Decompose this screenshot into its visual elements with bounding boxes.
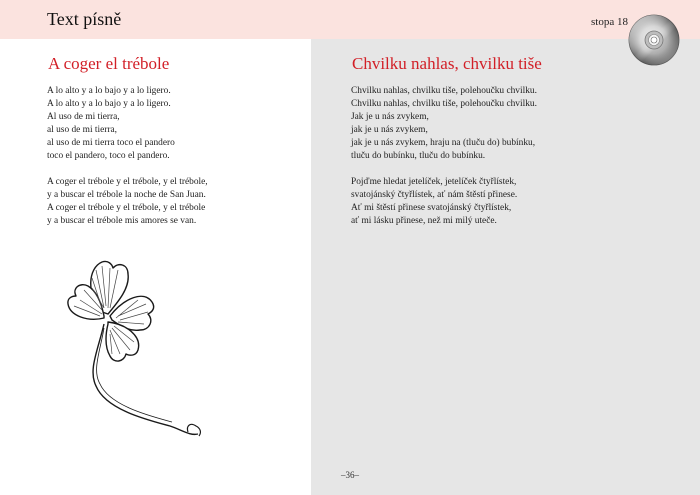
lyrics-stanza: [351, 176, 671, 228]
spanish-lyrics: [47, 85, 302, 241]
lyric-line: svatojánský čtyřlístek, ať nám štěstí přinese.: [351, 190, 518, 200]
lyric-line: Pojďme hledat jetelíček, jetelíček čtyřlístek,: [351, 177, 517, 187]
lyric-line: al uso de mi tierra,: [47, 125, 118, 135]
lyric-line: A coger el trébole y el trébole, y el trébole: [47, 203, 206, 213]
lyric-line: A lo alto y a lo bajo y a lo ligero.: [47, 86, 171, 96]
lyrics-stanza: [47, 176, 302, 228]
lyric-line: Al uso de mi tierra,: [47, 112, 120, 122]
lyrics-stanza: [47, 85, 302, 163]
lyric-line: ať mi lásku přinese, než mi milý uteče.: [351, 216, 497, 226]
czech-lyrics: [351, 85, 671, 241]
spanish-song-title: A coger el trébole: [48, 54, 170, 73]
lyric-line: jak je u nás zvykem,: [351, 125, 428, 135]
lyric-line: toco el pandero, toco el pandero.: [47, 151, 170, 161]
lyrics-stanza: [351, 85, 671, 163]
lyric-line: A lo alto y a lo bajo y a lo ligero.: [47, 99, 171, 109]
cd-disc-icon: [628, 14, 680, 66]
page-number: –36–: [341, 470, 359, 480]
lyric-line: A coger el trébole y el trébole, y el trébole,: [47, 177, 208, 187]
lyric-line: jak je u nás zvykem, hraju na (tluču do) bubínku,: [351, 138, 536, 148]
lyric-line: Chvilku nahlas, chvilku tiše, polehoučku chvilku.: [351, 86, 537, 96]
section-title: Text písně: [47, 9, 122, 29]
four-leaf-clover-icon: [58, 250, 208, 450]
lyric-line: Jak je u nás zvykem,: [351, 112, 429, 122]
track-label: stopa 18: [591, 16, 628, 28]
lyric-line: y a buscar el trébole mis amores se van.: [47, 216, 197, 226]
lyric-line: Chvilku nahlas, chvilku tiše, polehoučku chvilku.: [351, 99, 537, 109]
czech-song-title: Chvilku nahlas, chvilku tiše: [352, 54, 542, 73]
lyric-line: tluču do bubínku, tluču do bubínku.: [351, 151, 486, 161]
lyric-line: Ať mi štěstí přinese svatojánský čtyřlístek,: [351, 203, 512, 213]
lyric-line: y a buscar el trébole la noche de San Juan.: [47, 190, 206, 200]
lyric-line: al uso de mi tierra toco el pandero: [47, 138, 175, 148]
